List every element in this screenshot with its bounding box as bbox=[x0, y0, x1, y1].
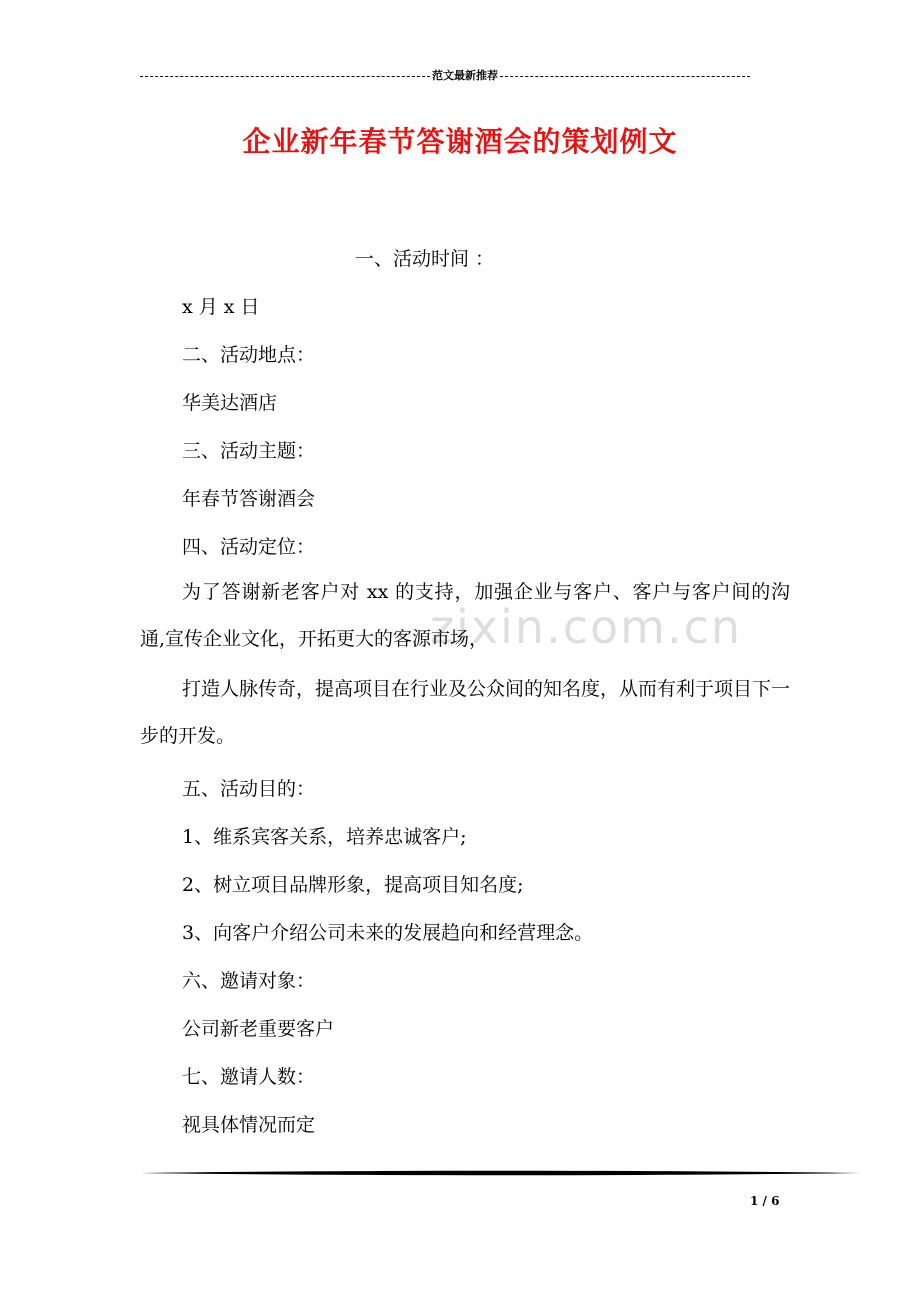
footer-rule bbox=[140, 1170, 862, 1176]
section-3-value: 年春节答谢酒会 bbox=[182, 488, 316, 510]
header-dash-left bbox=[140, 76, 430, 77]
header-dash-right bbox=[500, 76, 750, 77]
page-number: 1 / 6 bbox=[750, 1194, 780, 1208]
section-2-value: 华美达酒店 bbox=[182, 392, 278, 414]
page-header bbox=[140, 68, 770, 84]
section-5-item-3: 3、向客户介绍公司未来的发展趋向和经营理念。 bbox=[182, 922, 594, 944]
section-5-item-2: 2、树立项目品牌形象，提高项目知名度; bbox=[182, 874, 524, 896]
section-2-heading: 二、活动地点： bbox=[182, 344, 316, 366]
section-5-item-1: 1、维系宾客关系，培养忠诚客户; bbox=[182, 826, 467, 848]
section-7-heading: 七、邀请人数： bbox=[182, 1066, 316, 1088]
section-4-heading: 四、活动定位： bbox=[182, 536, 316, 558]
section-4-paragraph-1: 为了答谢新老客户对 xx 的支持，加强企业与客户、客户与客户间的沟通,宣传企业文化，开拓更大的客源市场， bbox=[140, 581, 790, 650]
document-title: 企业新年春节答谢酒会的策划例文 bbox=[242, 125, 678, 158]
watermark: zixin.com.cn bbox=[430, 600, 743, 654]
section-3-heading: 三、活动主题： bbox=[182, 440, 316, 462]
section-4-paragraph-2: 打造人脉传奇，提高项目在行业及公众间的知名度，从而有利于项目下一步的开发。 bbox=[140, 678, 791, 747]
section-6-value: 公司新老重要客户 bbox=[182, 1018, 335, 1040]
header-label: 范文最新推荐 bbox=[432, 69, 498, 82]
section-1-value: x 月 x 日 bbox=[182, 296, 260, 318]
section-7-value: 视具体情况而定 bbox=[182, 1114, 316, 1136]
section-1-heading: 一、活动时间 ： bbox=[355, 248, 495, 270]
section-5-heading: 五、活动目的： bbox=[182, 778, 316, 800]
section-6-heading: 六、邀请对象： bbox=[182, 970, 316, 992]
